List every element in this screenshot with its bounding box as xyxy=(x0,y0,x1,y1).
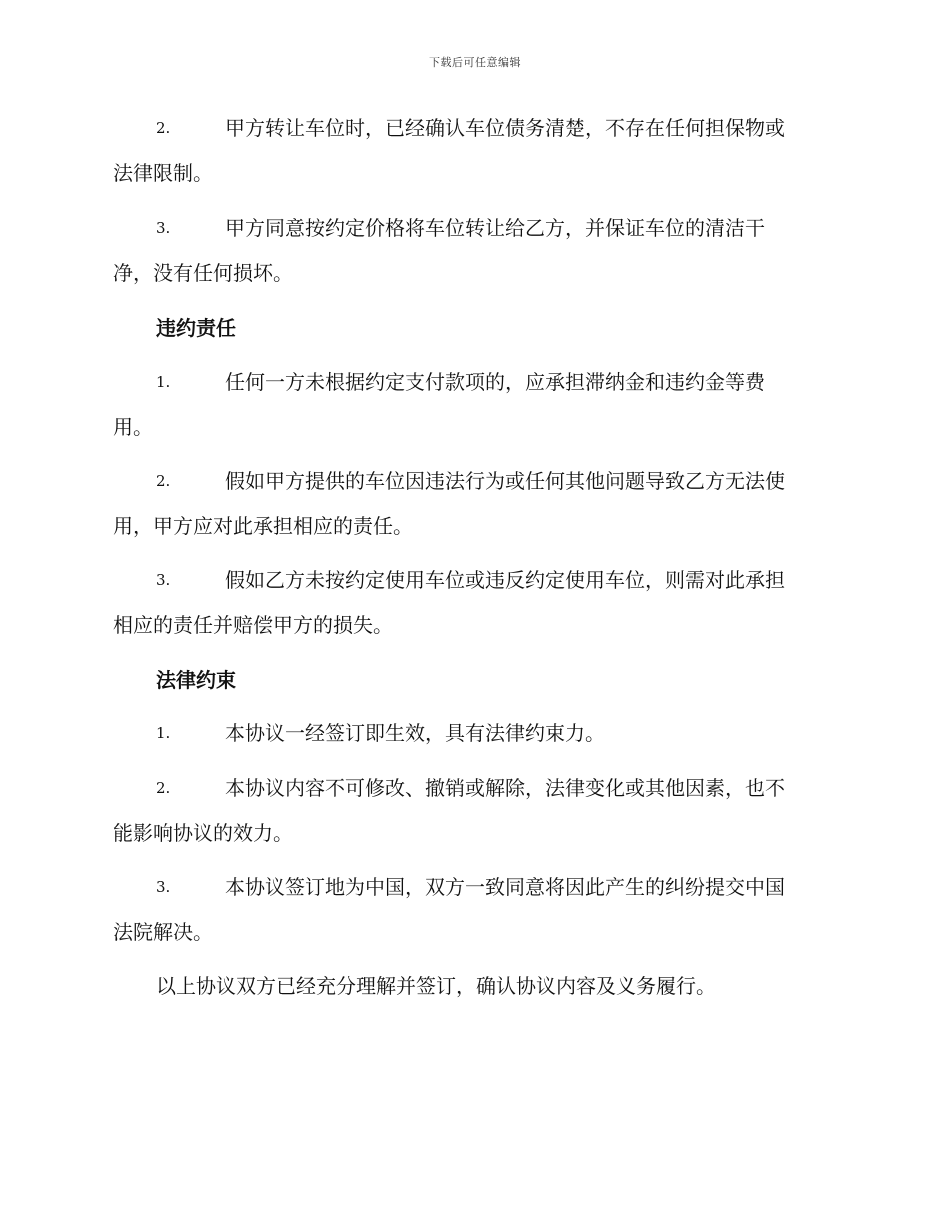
item-text-continuation: 法律限制。 xyxy=(113,161,213,185)
item-text-continuation: 法院解决。 xyxy=(113,920,213,944)
item-text-line: 任何一方未根据约定支付款项的，应承担滞纳金和违约金等费 xyxy=(225,370,765,394)
item-text-line: 本协议内容不可修改、撤销或解除，法律变化或其他因素，也不 xyxy=(225,776,785,800)
item-number: 3. xyxy=(156,571,171,589)
item-number: 3. xyxy=(156,219,171,237)
item-number: 3. xyxy=(156,878,171,896)
section-heading-law: 法律约束 xyxy=(156,668,236,692)
item-text-line: 本协议签订地为中国，双方一致同意将因此产生的纠纷提交中国 xyxy=(225,875,785,899)
item-number: 2. xyxy=(156,472,171,490)
item-number: 2. xyxy=(156,779,171,797)
item-text-line: 假如乙方未按约定使用车位或违反约定使用车位，则需对此承担 xyxy=(225,568,785,592)
item-text-continuation: 能影响协议的效力。 xyxy=(113,821,293,845)
item-text-continuation: 相应的责任并赔偿甲方的损失。 xyxy=(113,613,393,637)
item-text-continuation: 净，没有任何损坏。 xyxy=(113,261,293,285)
item-text-line: 假如甲方提供的车位因违法行为或任何其他问题导致乙方无法使 xyxy=(225,469,785,493)
closing-paragraph: 以上协议双方已经充分理解并签订，确认协议内容及义务履行。 xyxy=(156,974,716,998)
item-text-continuation: 用，甲方应对此承担相应的责任。 xyxy=(113,514,413,538)
item-text-continuation: 用。 xyxy=(113,415,153,439)
item-text-line: 本协议一经签订即生效，具有法律约束力。 xyxy=(225,721,605,745)
page-header-note: 下载后可任意编辑 xyxy=(429,56,521,69)
item-number: 1. xyxy=(156,724,171,742)
item-number: 2. xyxy=(156,119,171,137)
item-text-line: 甲方转让车位时，已经确认车位债务清楚，不存在任何担保物或 xyxy=(225,116,785,140)
item-text-line: 甲方同意按约定价格将车位转让给乙方，并保证车位的清洁干 xyxy=(225,216,765,240)
section-heading-breach: 违约责任 xyxy=(156,316,236,340)
item-number: 1. xyxy=(156,373,171,391)
